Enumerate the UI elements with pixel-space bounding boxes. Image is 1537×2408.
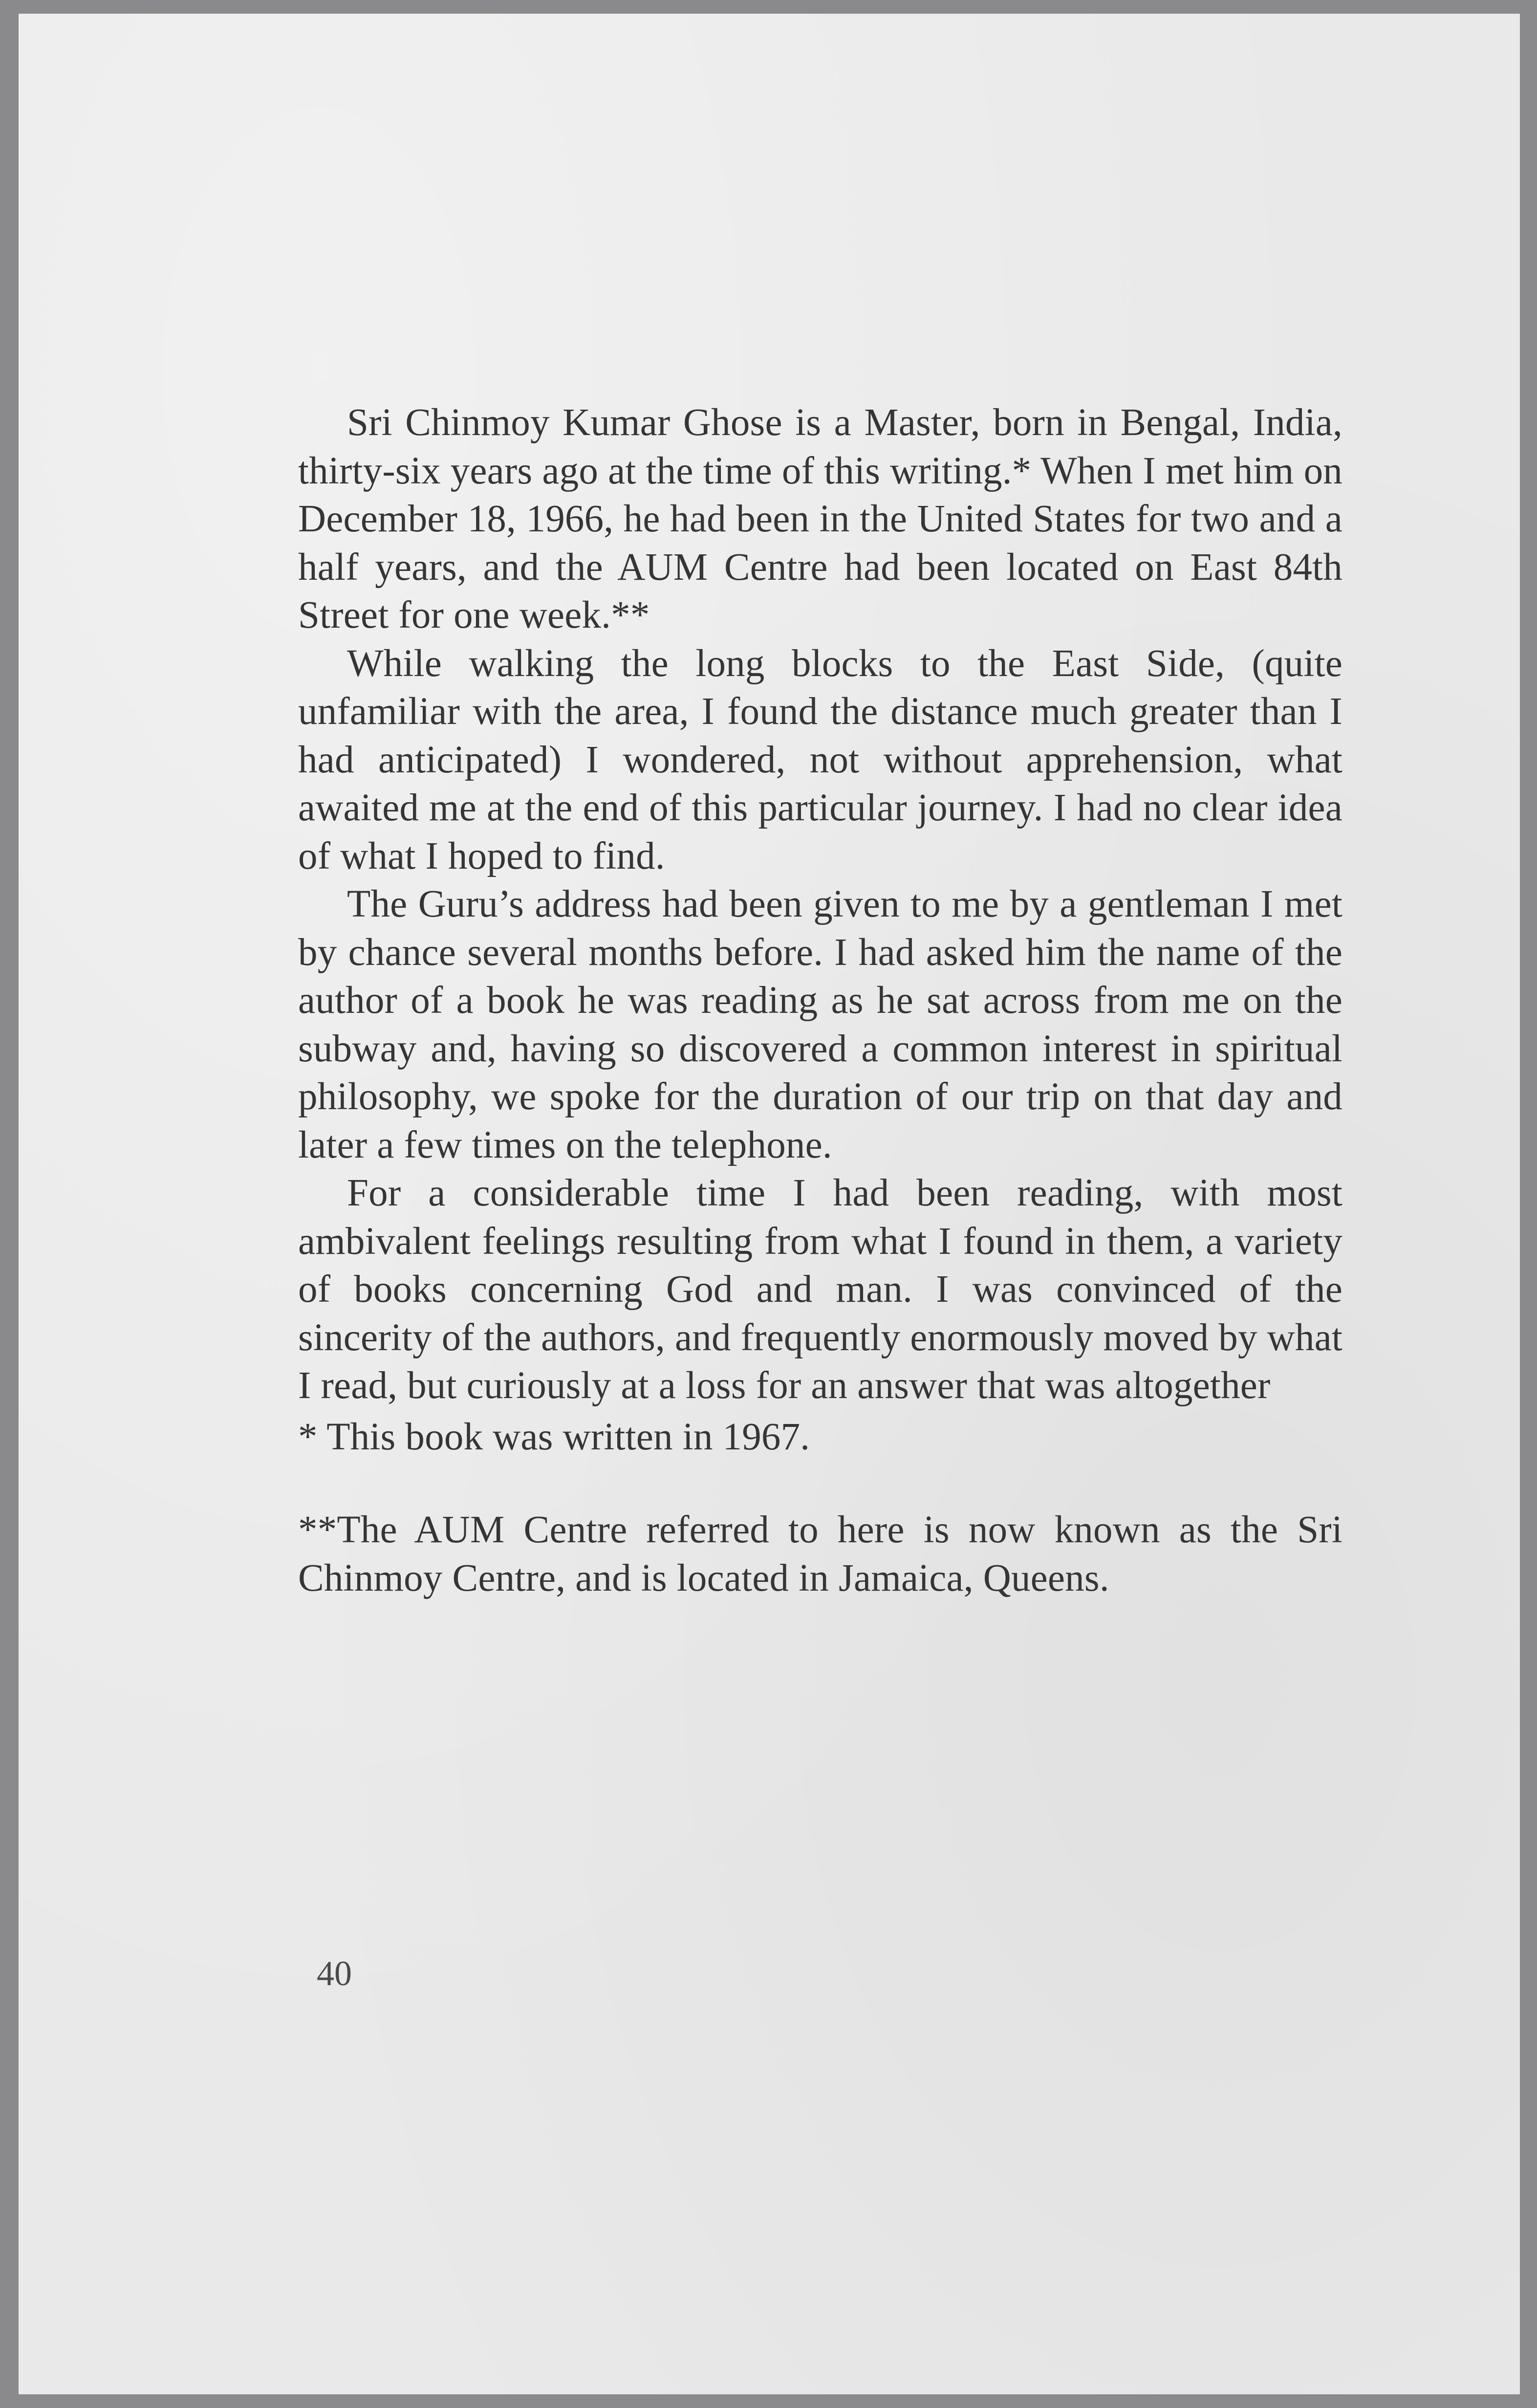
paragraph-4: For a considerable time I had been reading, with most ambivalent feelings resulting from what I found in them, a variety of books concerning God and man. I was convinced of the sincerity of the authors, and frequently enormously moved by what I read, but curiously at a loss for an answer that was altogether bbox=[298, 1172, 1342, 1407]
book-page bbox=[19, 14, 1520, 2394]
body-text bbox=[298, 399, 1342, 1602]
footnote-1: * This book was written in 1967. bbox=[298, 1415, 810, 1458]
paragraph-2: While walking the long blocks to the East Side, (quite unfamiliar with the area, I found the distance much greater than I had anticipated) I wondered, not without apprehension, what awaited me at the end of this particular journey. I had no clear idea of what I hoped to find. bbox=[298, 642, 1342, 877]
paragraph-1: Sri Chinmoy Kumar Ghose is a Master, born in Bengal, India, thirty-six years ago at the time of this writing.* When I met him on December 18, 1966, he had been in the United States for two and a half years, and the AUM Centre had been located on East 84th Street for one week.** bbox=[298, 401, 1342, 636]
page-number: 40 bbox=[317, 1954, 352, 1993]
paragraph-3: The Guru’s address had been given to me by a gentleman I met by chance several months before. I had asked him the name of the author of a book he was reading as he sat across from me on the subway and, having so discovered a common interest in spiritual philosophy, we spoke for the duration of our trip on that day and later a few times on the telephone. bbox=[298, 883, 1342, 1166]
footnote-2: **The AUM Centre referred to here is now known as the Sri Chinmoy Centre, and is located in Jamaica, Queens. bbox=[298, 1509, 1342, 1599]
